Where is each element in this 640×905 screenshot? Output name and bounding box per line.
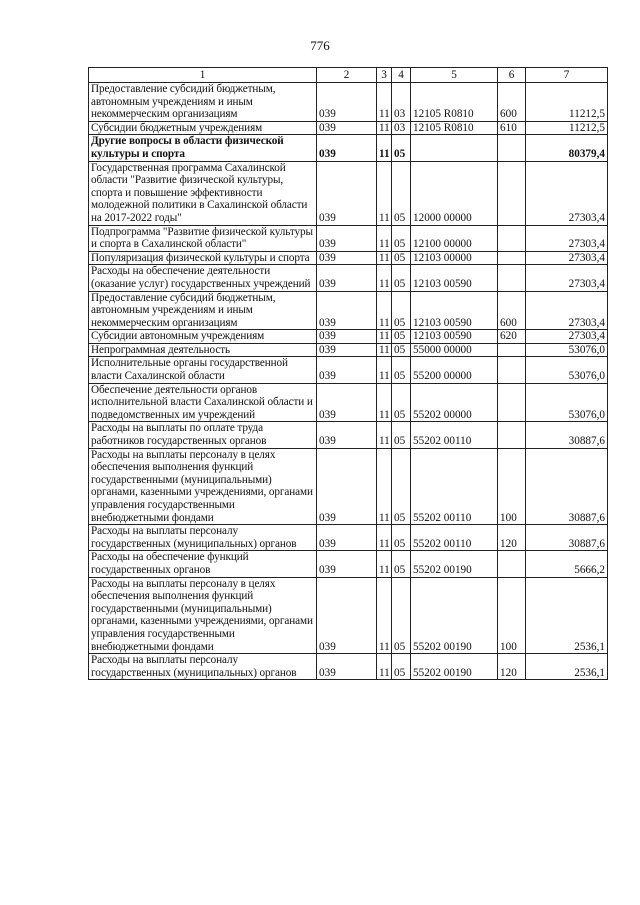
row-name-cell: Подпрограмма "Развитие физической культуры и спорта в Сахалинской области" (89, 225, 317, 251)
subsection-cell: 05 (392, 383, 411, 422)
target-code-cell: 55202 00110 (411, 448, 498, 525)
amount-cell: 30887,6 (526, 525, 608, 551)
table-row (89, 330, 608, 344)
amount-cell: 30887,6 (526, 422, 608, 448)
section-cell: 11 (377, 135, 392, 161)
amount-cell: 11212,5 (526, 121, 608, 135)
target-code-cell: 12105 R0810 (411, 121, 498, 135)
amount-cell: 53076,0 (526, 357, 608, 383)
code-cell: 039 (317, 577, 377, 654)
target-code-cell: 55202 00110 (411, 525, 498, 551)
code-cell: 039 (317, 83, 377, 122)
code-cell: 039 (317, 551, 377, 577)
section-cell: 11 (377, 577, 392, 654)
expense-type-cell (498, 135, 526, 161)
row-name-cell: Субсидии автономным учреждениям (89, 330, 317, 344)
row-name-cell: Другие вопросы в области физической культуры и спорта (89, 135, 317, 161)
section-cell: 11 (377, 225, 392, 251)
subsection-cell: 03 (392, 121, 411, 135)
section-cell: 11 (377, 357, 392, 383)
table-row (89, 525, 608, 551)
subsection-cell: 03 (392, 83, 411, 122)
section-cell: 11 (377, 654, 392, 680)
table-row (89, 121, 608, 135)
row-name-cell: Расходы на обеспечение функций государственных органов (89, 551, 317, 577)
code-cell: 039 (317, 225, 377, 251)
target-code-cell: 12100 00000 (411, 225, 498, 251)
table-row (89, 135, 608, 161)
amount-cell: 53076,0 (526, 383, 608, 422)
subsection-cell: 05 (392, 577, 411, 654)
column-header: 1 (89, 68, 317, 83)
table-row (89, 291, 608, 330)
amount-cell: 2536,1 (526, 577, 608, 654)
subsection-cell: 05 (392, 330, 411, 344)
code-cell: 039 (317, 265, 377, 291)
target-code-cell: 12103 00590 (411, 265, 498, 291)
expense-type-cell: 100 (498, 448, 526, 525)
code-cell: 039 (317, 422, 377, 448)
table-row (89, 448, 608, 525)
row-name-cell: Расходы на выплаты персоналу государственных (муниципальных) органов (89, 525, 317, 551)
target-code-cell: 55202 00190 (411, 577, 498, 654)
row-name-cell: Расходы на обеспечение деятельности (оказание услуг) государственных учреждений (89, 265, 317, 291)
expense-type-cell: 100 (498, 577, 526, 654)
section-cell: 11 (377, 343, 392, 357)
subsection-cell: 05 (392, 551, 411, 577)
amount-cell: 27303,4 (526, 225, 608, 251)
amount-cell: 27303,4 (526, 291, 608, 330)
section-cell: 11 (377, 265, 392, 291)
expense-type-cell: 600 (498, 83, 526, 122)
target-code-cell (411, 135, 498, 161)
section-cell: 11 (377, 330, 392, 344)
code-cell: 039 (317, 135, 377, 161)
subsection-cell: 05 (392, 422, 411, 448)
column-header: 6 (498, 68, 526, 83)
table-row (89, 551, 608, 577)
target-code-cell: 55000 00000 (411, 343, 498, 357)
row-name-cell: Популяризация физической культуры и спорта (89, 251, 317, 265)
code-cell: 039 (317, 654, 377, 680)
row-name-cell: Расходы на выплаты персоналу в целях обеспечения выполнения функций государственными (муниципальными) органами, казенными учреждениями, органами управления государственными внебюджетными фондами (89, 577, 317, 654)
code-cell: 039 (317, 343, 377, 357)
target-code-cell: 55202 00110 (411, 422, 498, 448)
column-header: 5 (411, 68, 498, 83)
expense-type-cell (498, 265, 526, 291)
subsection-cell: 05 (392, 357, 411, 383)
subsection-cell: 05 (392, 135, 411, 161)
code-cell: 039 (317, 448, 377, 525)
code-cell: 039 (317, 383, 377, 422)
subsection-cell: 05 (392, 225, 411, 251)
amount-cell: 5666,2 (526, 551, 608, 577)
amount-cell: 27303,4 (526, 251, 608, 265)
subsection-cell: 05 (392, 291, 411, 330)
amount-cell: 53076,0 (526, 343, 608, 357)
table-row (89, 83, 608, 122)
amount-cell: 27303,4 (526, 330, 608, 344)
target-code-cell: 12103 00590 (411, 291, 498, 330)
expense-type-cell: 600 (498, 291, 526, 330)
column-header: 3 (377, 68, 392, 83)
row-name-cell: Расходы на выплаты по оплате труда работников государственных органов (89, 422, 317, 448)
table-row (89, 161, 608, 225)
row-name-cell: Исполнительные органы государственной власти Сахалинской области (89, 357, 317, 383)
code-cell: 039 (317, 357, 377, 383)
expense-type-cell: 610 (498, 121, 526, 135)
section-cell: 11 (377, 525, 392, 551)
subsection-cell: 05 (392, 654, 411, 680)
table-row (89, 265, 608, 291)
table-row (89, 225, 608, 251)
target-code-cell: 55202 00190 (411, 551, 498, 577)
table-header-row (89, 68, 608, 83)
expense-type-cell (498, 357, 526, 383)
column-header: 4 (392, 68, 411, 83)
expense-type-cell (498, 551, 526, 577)
section-cell: 11 (377, 121, 392, 135)
column-header: 7 (526, 68, 608, 83)
section-cell: 11 (377, 448, 392, 525)
section-cell: 11 (377, 251, 392, 265)
subsection-cell: 05 (392, 265, 411, 291)
table-row (89, 577, 608, 654)
amount-cell: 2536,1 (526, 654, 608, 680)
expense-type-cell (498, 422, 526, 448)
subsection-cell: 05 (392, 525, 411, 551)
row-name-cell: Расходы на выплаты персоналу государственных (муниципальных) органов (89, 654, 317, 680)
table-row (89, 357, 608, 383)
expense-type-cell (498, 343, 526, 357)
amount-cell: 27303,4 (526, 161, 608, 225)
budget-table (88, 67, 608, 680)
target-code-cell: 55200 00000 (411, 357, 498, 383)
table-row (89, 654, 608, 680)
row-name-cell: Предоставление субсидий бюджетным, автономным учреждениям и иным некоммерческим организациям (89, 83, 317, 122)
code-cell: 039 (317, 251, 377, 265)
code-cell: 039 (317, 161, 377, 225)
subsection-cell: 05 (392, 343, 411, 357)
page-number: 776 (310, 38, 330, 53)
expense-type-cell (498, 383, 526, 422)
target-code-cell: 12000 00000 (411, 161, 498, 225)
table-row (89, 383, 608, 422)
target-code-cell: 12103 00000 (411, 251, 498, 265)
row-name-cell: Предоставление субсидий бюджетным, автономным учреждениям и иным некоммерческим организациям (89, 291, 317, 330)
amount-cell: 80379,4 (526, 135, 608, 161)
expense-type-cell (498, 161, 526, 225)
expense-type-cell: 620 (498, 330, 526, 344)
section-cell: 11 (377, 161, 392, 225)
code-cell: 039 (317, 121, 377, 135)
subsection-cell: 05 (392, 448, 411, 525)
expense-type-cell: 120 (498, 525, 526, 551)
table-row (89, 422, 608, 448)
table-row (89, 343, 608, 357)
section-cell: 11 (377, 383, 392, 422)
section-cell: 11 (377, 551, 392, 577)
expense-type-cell (498, 225, 526, 251)
row-name-cell: Субсидии бюджетным учреждениям (89, 121, 317, 135)
target-code-cell: 55202 00190 (411, 654, 498, 680)
table-row (89, 251, 608, 265)
target-code-cell: 55202 00000 (411, 383, 498, 422)
amount-cell: 11212,5 (526, 83, 608, 122)
subsection-cell: 05 (392, 161, 411, 225)
amount-cell: 30887,6 (526, 448, 608, 525)
row-name-cell: Непрограммная деятельность (89, 343, 317, 357)
code-cell: 039 (317, 525, 377, 551)
expense-type-cell: 120 (498, 654, 526, 680)
section-cell: 11 (377, 422, 392, 448)
row-name-cell: Государственная программа Сахалинской области "Развитие физической культуры, спорта и повышение эффективности молодежной политики в Сахалинской области на 2017-2022 годы" (89, 161, 317, 225)
target-code-cell: 12103 00590 (411, 330, 498, 344)
subsection-cell: 05 (392, 251, 411, 265)
code-cell: 039 (317, 291, 377, 330)
expense-type-cell (498, 251, 526, 265)
amount-cell: 27303,4 (526, 265, 608, 291)
section-cell: 11 (377, 291, 392, 330)
section-cell: 11 (377, 83, 392, 122)
row-name-cell: Расходы на выплаты персоналу в целях обеспечения выполнения функций государственными (муниципальными) органами, казенными учреждениями, органами управления государственными внебюджетными фондами (89, 448, 317, 525)
column-header: 2 (317, 68, 377, 83)
code-cell: 039 (317, 330, 377, 344)
target-code-cell: 12105 R0810 (411, 83, 498, 122)
row-name-cell: Обеспечение деятельности органов исполнительной власти Сахалинской области и подведомственных им учреждений (89, 383, 317, 422)
